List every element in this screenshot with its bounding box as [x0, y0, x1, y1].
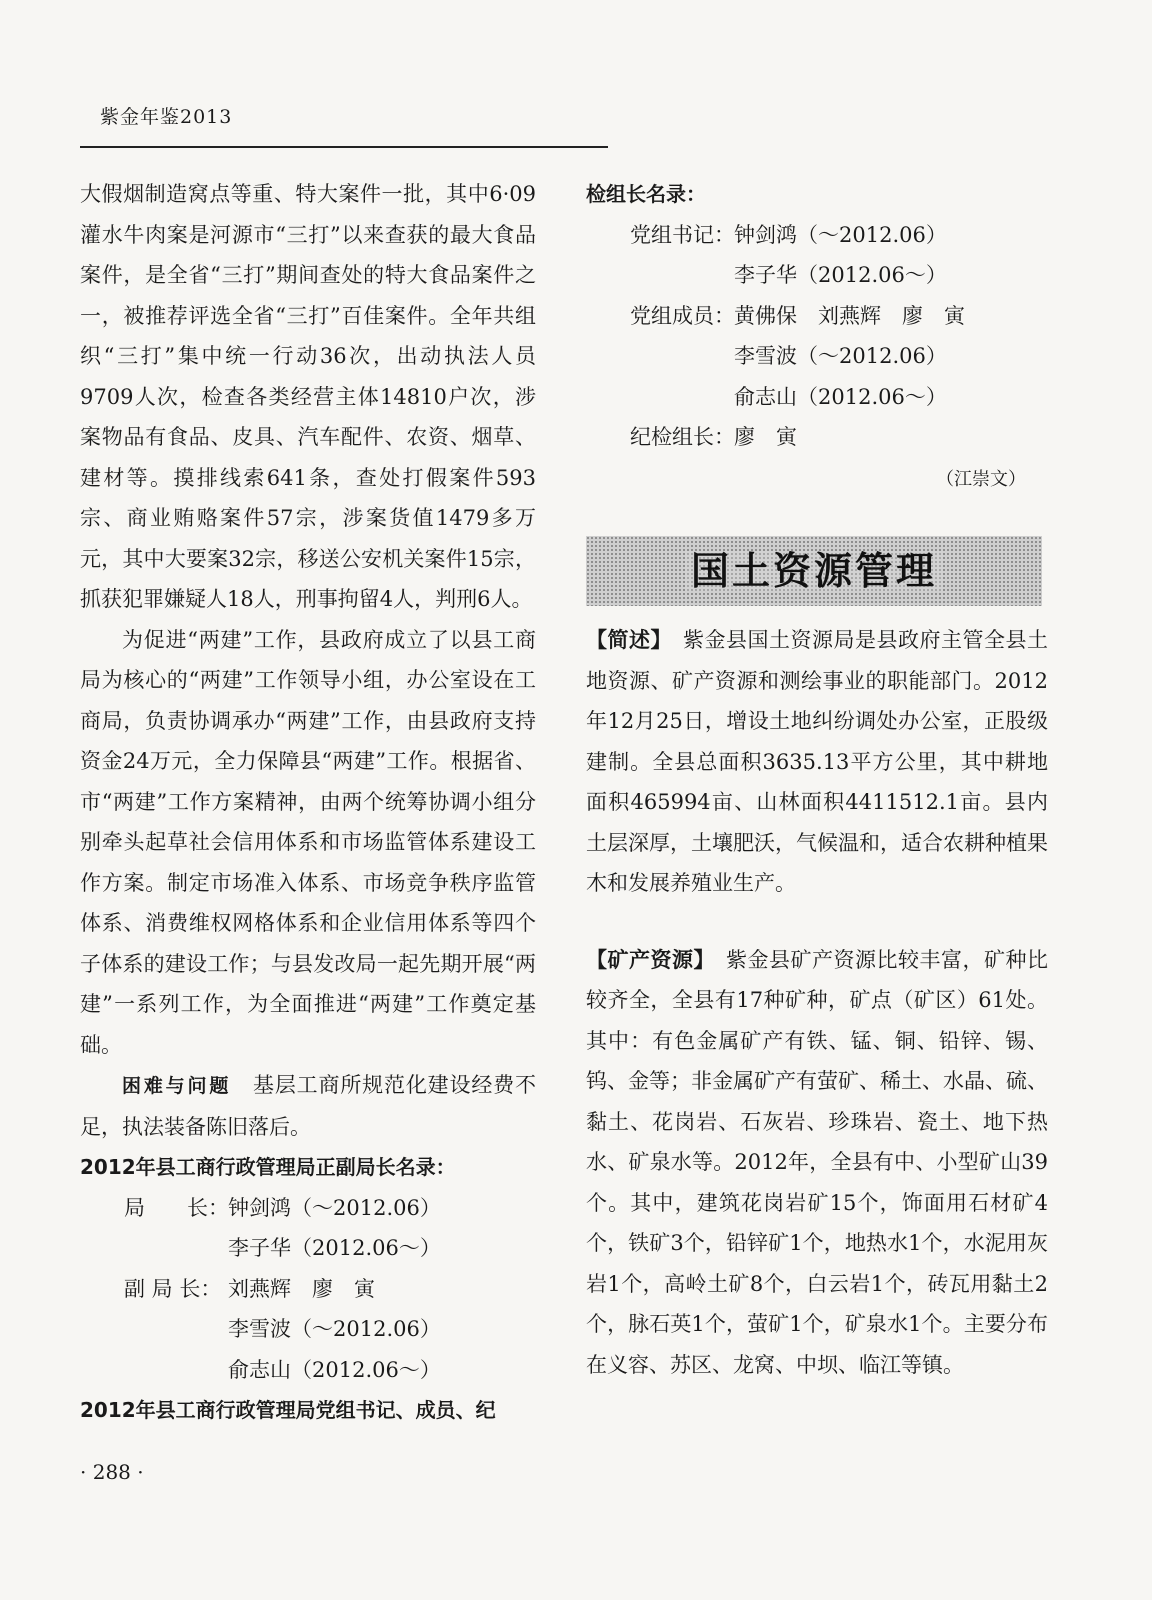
problems-heading: 困难与问题	[122, 1075, 232, 1097]
roster-row-director	[124, 1188, 536, 1229]
paragraph-minerals	[586, 940, 1048, 1386]
roster-party	[586, 215, 1048, 458]
problems-text: 基层工商所规范化建设经费不足，执法装备陈旧落后。	[80, 1073, 537, 1139]
roster-name: 李子华（2012.06～）	[228, 1236, 441, 1260]
roster-name: 刘燕辉 廖 寅	[228, 1276, 375, 1301]
roster-name: 廖 寅	[734, 425, 797, 449]
section-banner	[586, 536, 1042, 606]
paragraph-problems	[80, 1065, 536, 1147]
page-number: · 288 ·	[80, 1460, 144, 1484]
overview-tag: 【简述】	[586, 628, 662, 652]
roster-role: 纪检组长：	[630, 425, 735, 449]
roster-role: 党组成员：	[630, 303, 735, 328]
roster-name: 黄佛保 刘燕辉 廖 寅	[734, 303, 965, 328]
roster-name: 钟剑鸿（～2012.06）	[228, 1195, 441, 1220]
roster-name: 俞志山（2012.06～）	[734, 384, 947, 409]
paragraph-liangjian: 为促进“两建”工作，县政府成立了以县工商局为核心的“两建”工作领导小组，办公室设在工商局，负责协调承办“两建”工作，由县政府支持资金24万元，全力保障县“两建”工作。根据省、市“两建”工作方案精神，由两个统筹协调小组分别牵头起草社会信用体系和市场监管体系建设工作方案。制定市场准入体系、市场竞争秩序监管体系、消费维权网格体系和企业信用体系等四个子体系的建设工作；与县发改局一起先期开展“两建”一系列工作，为全面推进“两建”工作奠定基础。	[80, 627, 536, 1057]
roster-directors	[80, 1188, 536, 1391]
roster-party-title: 2012年县工商行政管理局党组书记、成员、纪	[80, 1398, 496, 1422]
header-rule	[80, 146, 608, 148]
roster-name: 李雪波（～2012.06）	[734, 344, 947, 368]
spacer	[586, 904, 1048, 940]
roster-row-discipline	[630, 417, 1048, 458]
overview-text: 紫金县国土资源局是县政府主管全县土地资源、矿产资源和测绘事业的职能部门。2012年12月25日，增设土地纠纷调处办公室，正股级建制。全县总面积3635.13平方公里，其中耕地面积465994亩、山林面积4411512.1亩。县内土层深厚，土壤肥沃，气候温和，适合农耕种植果木和发展养殖业生产。	[586, 628, 1048, 895]
roster-row-secretary	[630, 215, 1048, 256]
roster-role: 党组书记：	[630, 222, 735, 247]
roster-name: 俞志山（2012.06～）	[228, 1357, 441, 1382]
right-column	[586, 174, 1048, 1385]
roster-name: 钟剑鸿（～2012.06）	[734, 222, 947, 247]
paragraph-crackdown: 大假烟制造窝点等重、特大案件一批，其中6·09灌水牛肉案是河源市“三打”以来查获的最大食品案件，是全省“三打”期间查处的特大食品案件之一，被推荐评选全省“三打”百佳案件。全年共组织“三打”集中统一行动36次，出动执法人员9709人次，检查各类经营主体14810户次，涉案物品有食品、皮具、汽车配件、农资、烟草、建材等。摸排线索641条，查处打假案件593宗、商业贿赂案件57宗，涉案货值1479多万元，其中大要案32宗，移送公安机关案件15宗，抓获犯罪嫌疑人18人，刑事拘留4人，判刑6人。	[80, 182, 536, 611]
roster-party-title-cont: 检组长名录：	[586, 182, 706, 206]
roster-row-members	[630, 296, 1048, 337]
minerals-tag: 【矿产资源】	[586, 947, 705, 972]
left-column	[80, 174, 536, 1431]
roster-role: 局 长：	[124, 1195, 229, 1220]
roster-row-deputy	[124, 1269, 536, 1310]
minerals-text: 紫金县矿产资源比较丰富，矿种比较齐全，全县有17种矿种，矿点（矿区）61处。其中：有色金属矿产有铁、锰、铜、铅锌、锡、钨、金等；非金属矿产有萤矿、稀土、水晶、硫、黏土、花岗岩、石灰岩、珍珠岩、瓷土、地下热水、矿泉水等。2012年，全县有中、小型矿山39个。其中，建筑花岗岩矿15个，饰面用石材矿4个，铁矿3个，铅锌矿1个，地热水1个，水泥用灰岩1个，高岭土矿8个，白云岩1个，砖瓦用黏土2个，脉石英1个，萤矿1个，矿泉水1个。主要分布在义容、苏区、龙窝、中坝、临江等镇。	[586, 947, 1048, 1377]
section-title: 国土资源管理	[685, 551, 943, 592]
roster-name: 李雪波（～2012.06）	[228, 1317, 441, 1341]
running-title: 紫金年鉴2013	[100, 106, 233, 128]
paragraph-overview	[586, 620, 1048, 904]
roster-directors-title: 2012年县工商行政管理局正副局长名录：	[80, 1155, 456, 1179]
author-credit: （江崇文）	[936, 468, 1026, 490]
roster-name: 李子华（2012.06～）	[734, 263, 947, 287]
roster-role: 副 局 长：	[124, 1276, 222, 1301]
